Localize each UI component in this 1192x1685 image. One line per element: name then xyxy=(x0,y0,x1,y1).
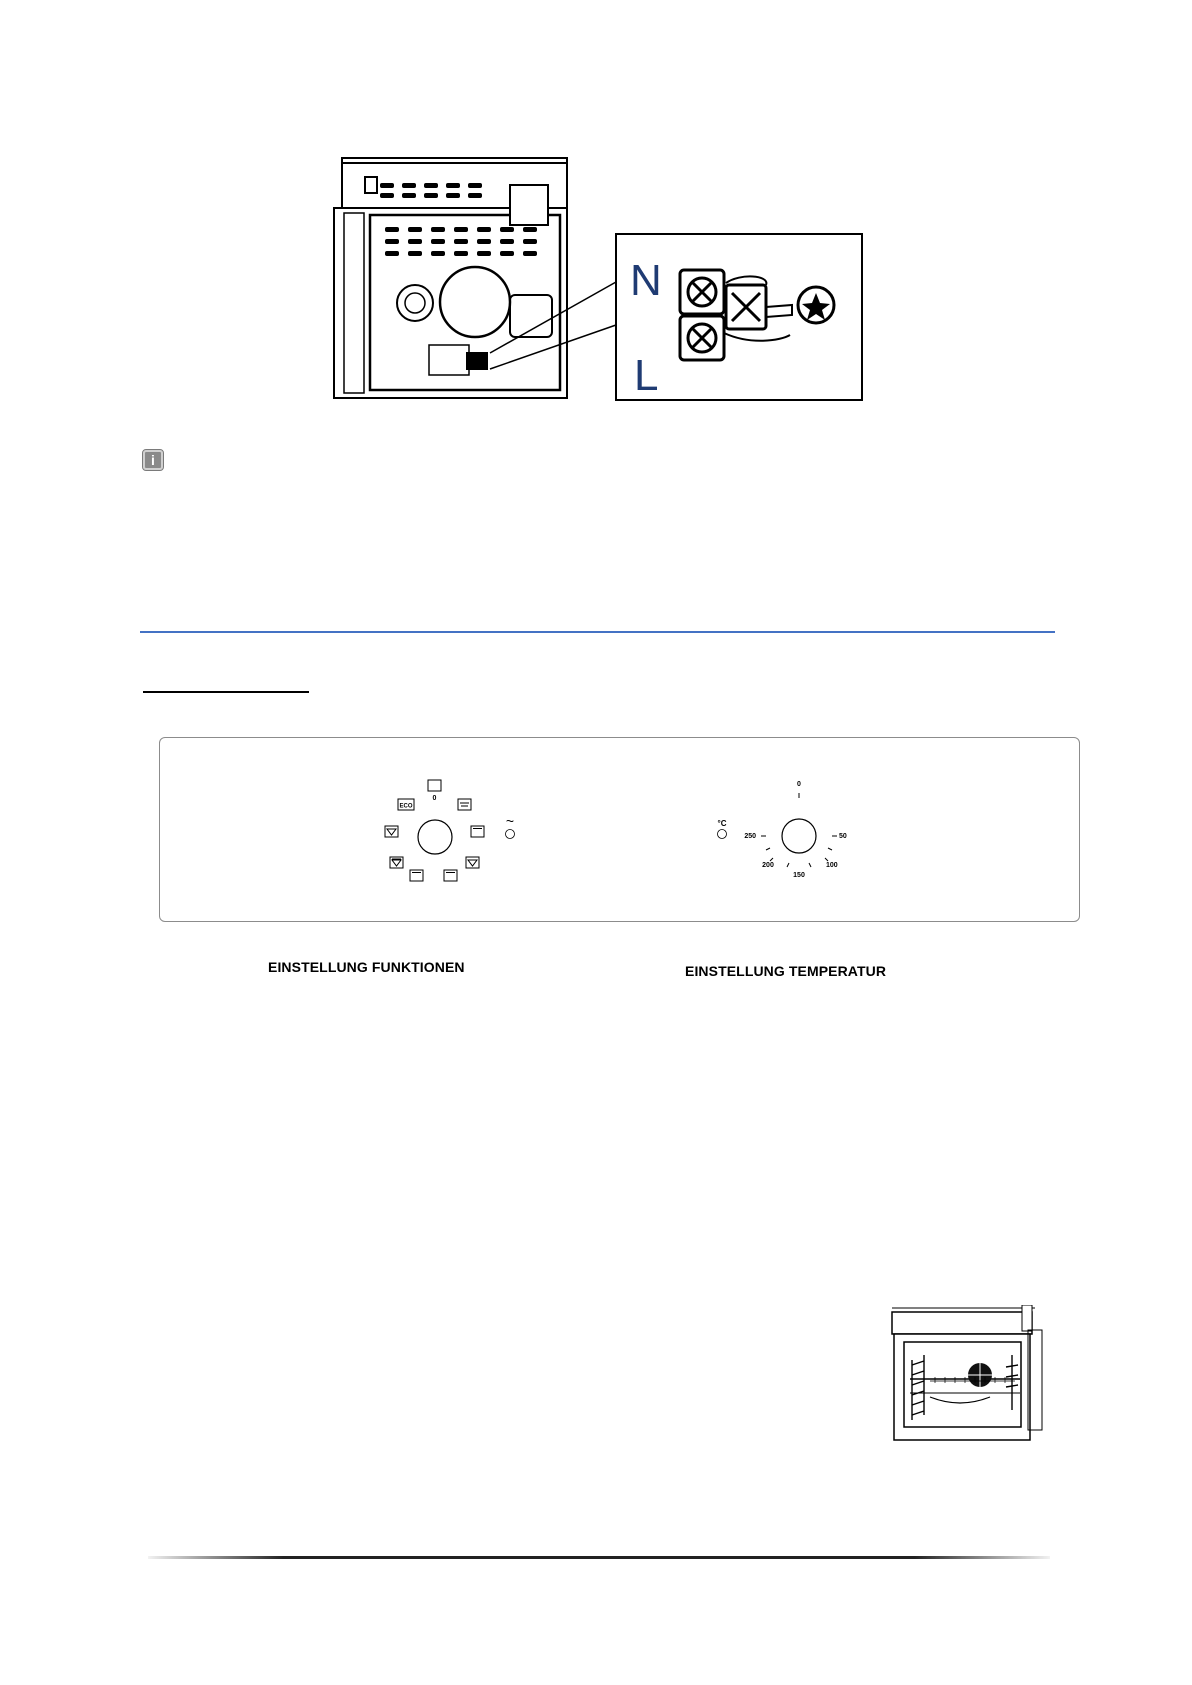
section-separator xyxy=(140,631,1055,633)
temperature-indicator-lamp xyxy=(718,830,727,839)
temp-scale-0: 0 xyxy=(797,781,801,788)
oven-off-icon xyxy=(428,780,441,791)
top-heat-icon xyxy=(385,826,398,837)
conventional-icon xyxy=(471,826,484,837)
svg-text:ECO: ECO xyxy=(399,803,413,810)
oven-rear-wiring-illustration xyxy=(330,155,870,410)
fan-bottom-icon xyxy=(466,857,479,868)
temperature-knob-dial xyxy=(700,770,870,900)
fan-top-icon xyxy=(410,870,423,881)
oven-fan-cover xyxy=(968,1363,992,1387)
fan-grill-icon xyxy=(458,799,471,810)
oven-front-illustration xyxy=(890,1305,1045,1445)
eco-icon xyxy=(398,799,414,810)
temp-scale-200: 200 xyxy=(762,862,774,869)
function-setting-caption: EINSTELLUNG FUNKTIONEN xyxy=(268,959,465,975)
bottom-heat-icon xyxy=(444,870,457,881)
info-icon: i xyxy=(143,450,163,470)
section-heading-underline xyxy=(143,691,309,693)
temp-scale-100: 100 xyxy=(826,862,838,869)
temp-scale-250: 250 xyxy=(744,833,756,840)
top-grill-icon xyxy=(390,857,403,868)
live-label: L xyxy=(634,351,659,400)
function-zero-label: 0 xyxy=(432,795,437,802)
temp-scale-50: 50 xyxy=(839,833,847,840)
temperature-knob[interactable] xyxy=(782,819,816,853)
temp-scale-150: 150 xyxy=(793,872,805,879)
function-knob[interactable] xyxy=(418,820,452,854)
footer-rule xyxy=(148,1556,1050,1559)
neutral-label: N xyxy=(630,256,662,305)
indicator-symbol: ~ xyxy=(505,813,515,829)
temperature-unit-label: °C xyxy=(717,819,727,828)
earth-ground-icon xyxy=(798,287,834,323)
function-indicator-lamp xyxy=(506,830,515,839)
temperature-setting-caption: EINSTELLUNG TEMPERATUR xyxy=(685,963,887,979)
control-panel xyxy=(159,737,1080,922)
function-knob-dial xyxy=(370,770,540,900)
